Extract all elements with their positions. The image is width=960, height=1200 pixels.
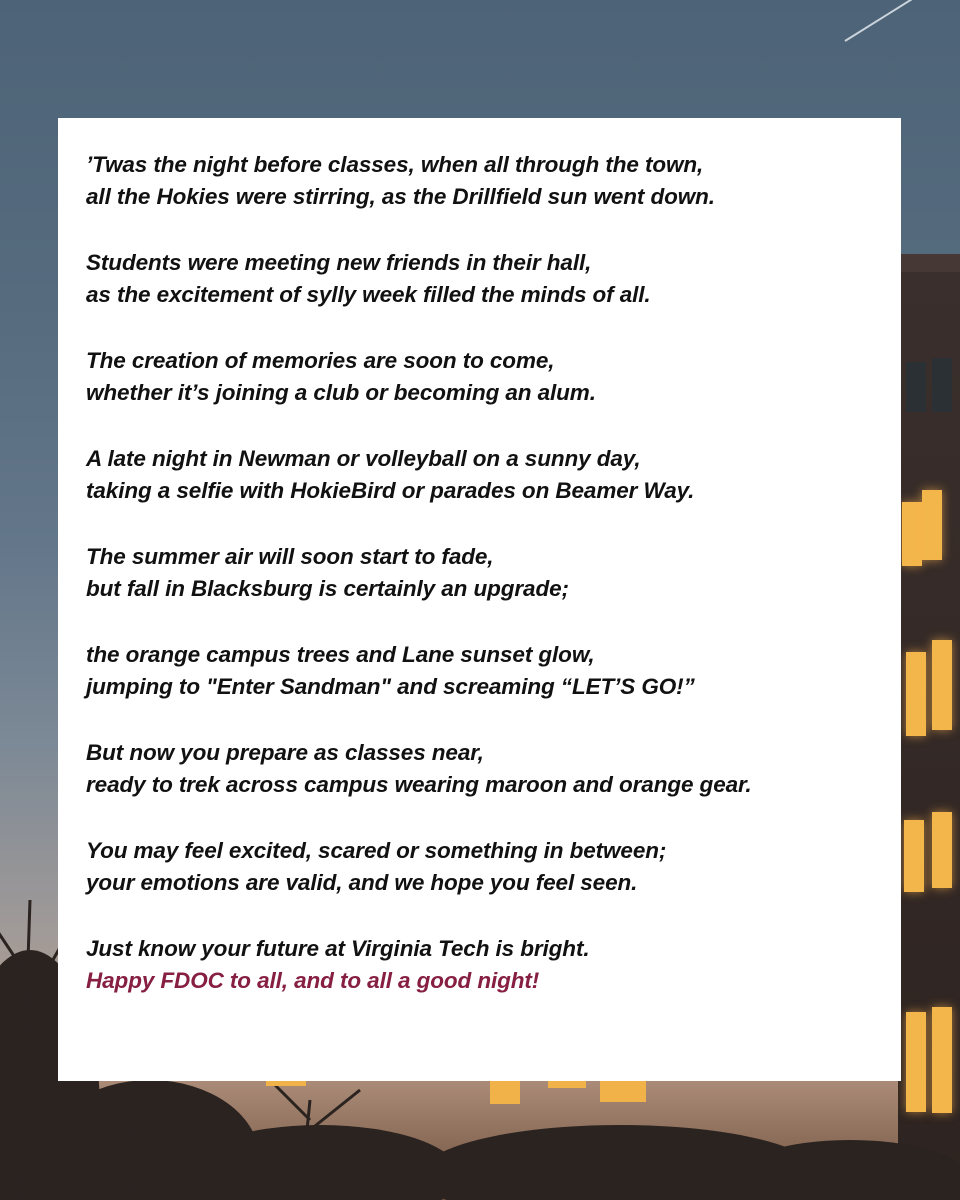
poem-line: all the Hokies were stirring, as the Drillfield sun went down. xyxy=(86,184,715,209)
poem-line: The summer air will soon start to fade, xyxy=(86,544,494,569)
poem-line: The creation of memories are soon to come, xyxy=(86,348,555,373)
poem-stanza xyxy=(86,247,881,311)
poem-line: But now you prepare as classes near, xyxy=(86,740,484,765)
poem-card xyxy=(58,118,901,1081)
building-window xyxy=(932,640,952,730)
poem-stanza xyxy=(86,639,881,703)
poem-line: whether it’s joining a club or becoming an alum. xyxy=(86,380,596,405)
building-window xyxy=(922,490,942,560)
poem-stanza xyxy=(86,737,881,801)
poem-line: jumping to "Enter Sandman" and screaming “LET’S GO!” xyxy=(86,674,695,699)
poem-line: You may feel excited, scared or something in between; xyxy=(86,838,667,863)
poem-stanza xyxy=(86,443,881,507)
poem-line: taking a selfie with HokieBird or parades on Beamer Way. xyxy=(86,478,695,503)
building-window xyxy=(906,652,926,736)
poem-line: ready to trek across campus wearing maroon and orange gear. xyxy=(86,772,752,797)
poem-stanza xyxy=(86,933,881,997)
poem-line: as the excitement of sylly week filled the minds of all. xyxy=(86,282,651,307)
poem-line: the orange campus trees and Lane sunset glow, xyxy=(86,642,595,667)
poem-line: but fall in Blacksburg is certainly an upgrade; xyxy=(86,576,569,601)
building-window xyxy=(902,502,922,566)
poem-stanza xyxy=(86,345,881,409)
poem-line: A late night in Newman or volleyball on a sunny day, xyxy=(86,446,641,471)
building-window xyxy=(906,362,926,412)
poem-line: ’Twas the night before classes, when all through the town, xyxy=(86,152,704,177)
poem-stanza xyxy=(86,835,881,899)
poem-line: Students were meeting new friends in their hall, xyxy=(86,250,592,275)
airplane-contrail xyxy=(844,0,960,42)
building-window xyxy=(932,358,952,412)
poem-line: Just know your future at Virginia Tech is bright. xyxy=(86,936,590,961)
closing-greeting-line: Happy FDOC to all, and to all a good night! xyxy=(86,968,540,993)
poem-stanza xyxy=(86,149,881,213)
poem-line: your emotions are valid, and we hope you feel seen. xyxy=(86,870,638,895)
poem-stanza xyxy=(86,541,881,605)
